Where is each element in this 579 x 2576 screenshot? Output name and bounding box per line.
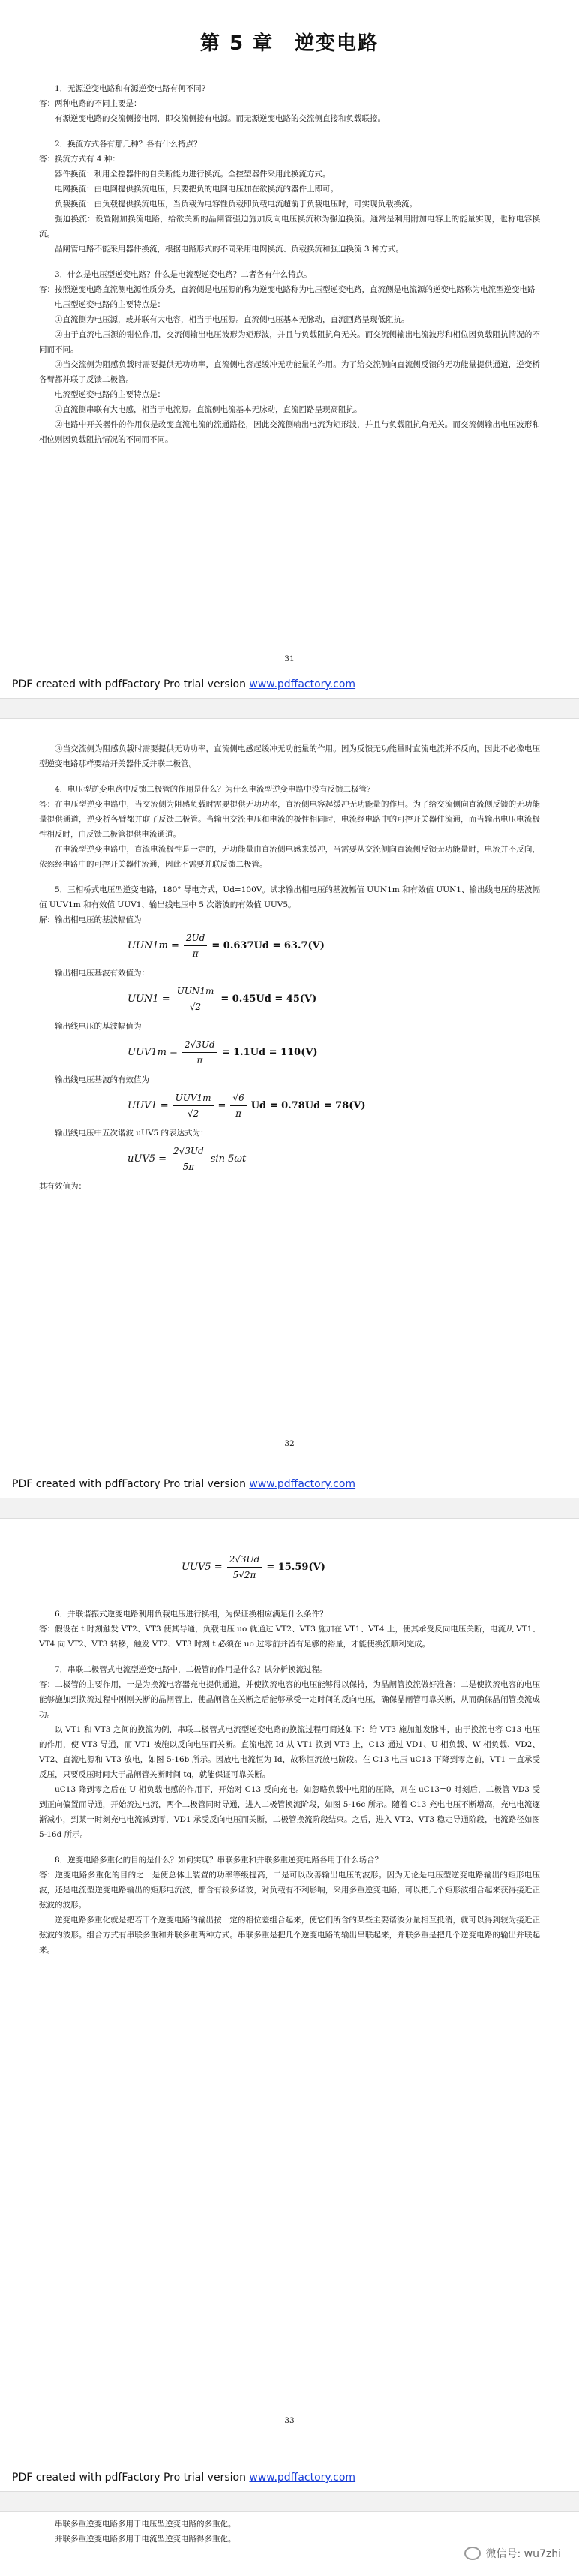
wechat-watermark: 微信号: wu7zhi — [464, 2546, 561, 2561]
q2-question: 2．换流方式各有那几种？各有什么特点？ — [55, 140, 202, 149]
q7-question: 7．串联二极管式电流型逆变电路中，二极管的作用是什么？试分析换流过程。 — [55, 1665, 328, 1674]
q5-line: 输出线电压中五次谐波 uUV5 的表达式为： — [55, 1129, 208, 1138]
q8-p4: 并联多重逆变电路多用于电流型逆变电路得多重化。 — [55, 2535, 236, 2544]
q8-p3: 串联多重逆变电路多用于电压型逆变电路的多重化。 — [55, 2520, 236, 2529]
q5-line: 输出线电压基波的有效值为 — [55, 1075, 149, 1084]
pdf-page-34 — [0, 2512, 579, 2576]
pdf-page-33 — [0, 1519, 579, 2464]
pdf-footer: PDF created with pdfFactory Pro trial version www.pdffactory.com — [12, 1478, 356, 1490]
pdffactory-link[interactable]: www.pdffactory.com — [249, 1478, 356, 1490]
page-number: 31 — [284, 654, 295, 663]
q3-question: 3．什么是电压型逆变电路？什么是电流型逆变电路？二者各有什么特点。 — [55, 270, 312, 279]
q3-vsi-item: ③当交流侧为阻感负载时需要提供无功功率，直流侧电容起缓冲无功能量的作用。为了给交流侧向直流侧反馈的无功能量提供通道，逆变桥各臂都并联了反馈二极管。 — [39, 360, 540, 384]
q7-p2: 以 VT1 和 VT3 之间的换流为例，串联二极管式电流型逆变电路的换流过程可简述如下：给 VT3 施加触发脉冲，由于换流电容 C13 电压的作用，使 VT3 导通，而 VT1 被施以反向电压而关断。直流电流 Id 从 VT1 换到 VT3 上，C13 通过 VD1、U 相负载、W 相负载、VD2、VT2、直流电源和 VT3 放电，如图 5-16b 所示。因放电电流恒为 Id，故称恒流放电阶段。在 C13 电压 uC13 下降到零之前，VT1 一直承受反压，只要反压时间大于晶闸管关断时间 tq，就能保证可靠关断。 — [39, 1725, 540, 1779]
q2-item: 器件换流：利用全控器件的自关断能力进行换流。全控型器件采用此换流方式。 — [55, 170, 331, 179]
q3-csi-item: ②电路中开关器件的作用仅是改变直流电流的流通路径，因此交流侧输出电流为矩形波，并且与负载阻抗角无关。而交流侧输出电压波形和相位则因负载阻抗情况的不同而不同。 — [39, 420, 540, 444]
q5-line: 解：输出相电压的基波幅值为 — [39, 915, 142, 924]
pdf-footer: PDF created with pdfFactory Pro trial version www.pdffactory.com — [12, 2472, 356, 2484]
formula-uuv1m: UUV1m = $\frac{2√3Ud}{\pi}$ = 1.1Ud = 110(V) — [128, 1037, 540, 1068]
formula-uuv5: uUV5 = $\frac{2√3Ud}{5\pi}$ sin 5ωt — [128, 1144, 540, 1174]
page-number: 33 — [284, 2416, 295, 2425]
q5-question: 5．三相桥式电压型逆变电路，180° 导电方式，Ud=100V。试求输出相电压的基波幅值 UUN1m 和有效值 UUN1、输出线电压的基波幅值 UUV1m 和有效值 UUV1、输出线电压中 5 次谐波的有效值 UUV5。 — [39, 885, 540, 909]
q1-answer: 答：两种电路的不同主要是： — [39, 99, 142, 108]
q3-answer: 答：按照逆变电路直流测电源性质分类，直流侧是电压源的称为逆变电路称为电压型逆变电路，直流侧是电流源的逆变电路称为电流型逆变电路 — [39, 285, 536, 294]
q2-item: 负载换流：由负载提供换流电压，当负载为电容性负载即负载电流超前于负载电压时，可实现负载换流。 — [55, 200, 417, 209]
q7-p1: 答：二极管的主要作用，一是为换流电容器充电提供通道，并使换流电容的电压能够得以保持，为晶闸管换流做好准备；二是使换流电容的电压能够施加到换流过程中刚刚关断的晶闸管上，使晶闸管在关断之后能够承受一定时间的反向电压，确保晶闸管可靠关断，从而确保晶闸管换流成功。 — [39, 1680, 540, 1719]
pdffactory-link[interactable]: www.pdffactory.com — [249, 678, 356, 690]
formula-uuv5-rms: UUV5 = $\frac{2√3Ud}{5√2\pi}$ = 15.59(V) — [182, 1552, 540, 1583]
q8-question: 8．逆变电路多重化的目的是什么？如何实现？串联多重和并联多重逆变电路各用于什么场合？ — [55, 1856, 383, 1865]
page-number: 32 — [284, 1439, 295, 1448]
q5-line: 输出线电压的基波幅值为 — [55, 1022, 142, 1031]
page-separator — [0, 1498, 579, 1519]
q3-csi-item: ③当交流侧为阻感负载时需要提供无功功率，直流侧电感起缓冲无功能量的作用。因为反馈无功能量时直流电流并不反向，因此不必像电压型逆变电路那样要给开关器件反并联二极管。 — [39, 744, 540, 768]
q4-p1: 答：在电压型逆变电路中，当交流侧为阻感负载时需要提供无功功率，直流侧电容起缓冲无功能量的作用。为了给交流侧向直流侧反馈的无功能量提供通道，逆变桥各臂都并联了反馈二极管。当输出交流电压和电流的极性相同时，电流经电路中的可控开关器件流通，而当输出电压电流极性相反时，由反馈二极管提供电流通道。 — [39, 800, 540, 839]
page-separator — [0, 2491, 579, 2512]
formula-uun1: UUN1 = $\frac{\text{UUN1m}}{√2}$ = 0.45Ud = 45(V) — [128, 984, 540, 1014]
q3-vsi-item: ①直流侧为电压源，或并联有大电容，相当于电压源。直流侧电压基本无脉动，直流回路呈现低阻抗。 — [55, 315, 410, 324]
q6-question: 6．并联谐振式逆变电路利用负载电压进行换相，为保证换相应满足什么条件？ — [55, 1610, 328, 1619]
q1-body: 有源逆变电路的交流侧接电网，即交流侧接有电源。而无源逆变电路的交流侧直接和负载联接。 — [55, 114, 386, 123]
q3-vsi-heading: 电压型逆变电路的主要特点是： — [55, 300, 165, 309]
q2-item: 强迫换流：设置附加换流电路，给欲关断的晶闸管强迫施加反向电压换流称为强迫换流。通常是利用附加电容上的能量实现，也称电容换流。 — [39, 215, 540, 239]
q4-p2: 在电流型逆变电路中，直流电流极性是一定的，无功能量由直流侧电感来缓冲，当需要从交流侧向直流侧反馈无功能量时，电流并不反向，依然经电路中的可控开关器件流通，因此不需要并联反馈二极管。 — [39, 845, 540, 869]
q2-answer: 答：换流方式有 4 种： — [39, 155, 120, 164]
q2-item: 晶闸管电路不能采用器件换流，根据电路形式的不同采用电网换流、负载换流和强迫换流 3 种方式。 — [55, 245, 404, 254]
q3-csi-heading: 电流型逆变电路的主要特点是： — [55, 390, 165, 399]
q6-answer: 答：假设在 t 时刻触发 VT2、VT3 使其导通，负载电压 uo 就通过 VT2、VT3 施加在 VT1、VT4 上，使其承受反向电压关断，电流从 VT1、VT4 向 VT2、VT3 转移，触发 VT2、VT3 时刻 t 必须在 uo 过零前并留有足够的裕量，才能使换流顺利完成。 — [39, 1625, 540, 1649]
wechat-icon — [464, 2547, 481, 2560]
q8-p2: 逆变电路多重化就是把若干个逆变电路的输出按一定的相位差组合起来，使它们所含的某些主要谐波分量相互抵消，就可以得到较为接近正弦波的波形。组合方式有串联多重和并联多重两种方式。串联多重是把几个逆变电路的输出串联起来，并联多重是把几个逆变电路的输出并联起来。 — [39, 1916, 540, 1955]
q1-question: 1．无源逆变电路和有源逆变电路有何不同? — [55, 84, 206, 93]
formula-uuv1: UUV1 = $\frac{\text{UUV1m}}{√2}$ = $\frac{√6}{\pi}$ Ud = 0.78Ud = 78(V) — [128, 1090, 540, 1121]
formula-uun1m: UUN1m = $\frac{2Ud}{\pi}$ = 0.637Ud = 63.7(V) — [128, 930, 540, 961]
q8-p1: 答：逆变电路多重化的目的之一是使总体上装置的功率等级提高，二是可以改善输出电压的波形。因为无论是电压型逆变电路输出的矩形电压波，还是电流型逆变电路输出的矩形电流波，都含有较多谐波，对负载有不利影响，采用多重逆变电路，可以把几个矩形波组合起来获得接近正弦波的波形。 — [39, 1871, 540, 1910]
chapter-title: 第 5 章 逆变电路 — [200, 32, 380, 55]
q2-item: 电网换流：由电网提供换流电压，只要把负的电网电压加在欲换流的器件上即可。 — [55, 185, 338, 194]
q7-p3: uC13 降到零之后在 U 相负载电感的作用下，开始对 C13 反向充电。如忽略负载中电阻的压降，则在 uC13=0 时刻后，二极管 VD3 受到正向偏置而导通，开始流过电流，两个二极管同时导通，进入二极管换流阶段，如图 5-16c 所示。随着 C13 充电电压不断增高，充电电流逐渐减小，到某一时刻充电电流减到零，VD1 承受反向电压而关断，二极管换流阶段结束。之后，进入 VT2、VT3 稳定导通阶段，电流路径如图 5-16d 所示。 — [39, 1785, 540, 1839]
pdf-page-32 — [0, 719, 579, 1469]
q3-csi-item: ①直流侧串联有大电感，相当于电流源。直流侧电流基本无脉动，直流回路呈现高阻抗。 — [55, 405, 362, 414]
page-separator — [0, 698, 579, 719]
pdf-footer: PDF created with pdfFactory Pro trial version www.pdffactory.com — [12, 678, 356, 690]
q5-line: 输出相电压基波有效值为： — [55, 969, 149, 978]
q5-line: 其有效值为： — [39, 1182, 86, 1191]
q3-vsi-item: ②由于直流电压源的钳位作用，交流侧输出电压波形为矩形波，并且与负载阻抗角无关。而交流侧输出电流波形和相位因负载阻抗情况的不同而不同。 — [39, 330, 540, 354]
pdffactory-link[interactable]: www.pdffactory.com — [249, 2472, 356, 2484]
pdf-page-31 — [0, 0, 579, 675]
q4-question: 4．电压型逆变电路中反馈二极管的作用是什么？为什么电流型逆变电路中没有反馈二极管？ — [55, 785, 375, 794]
